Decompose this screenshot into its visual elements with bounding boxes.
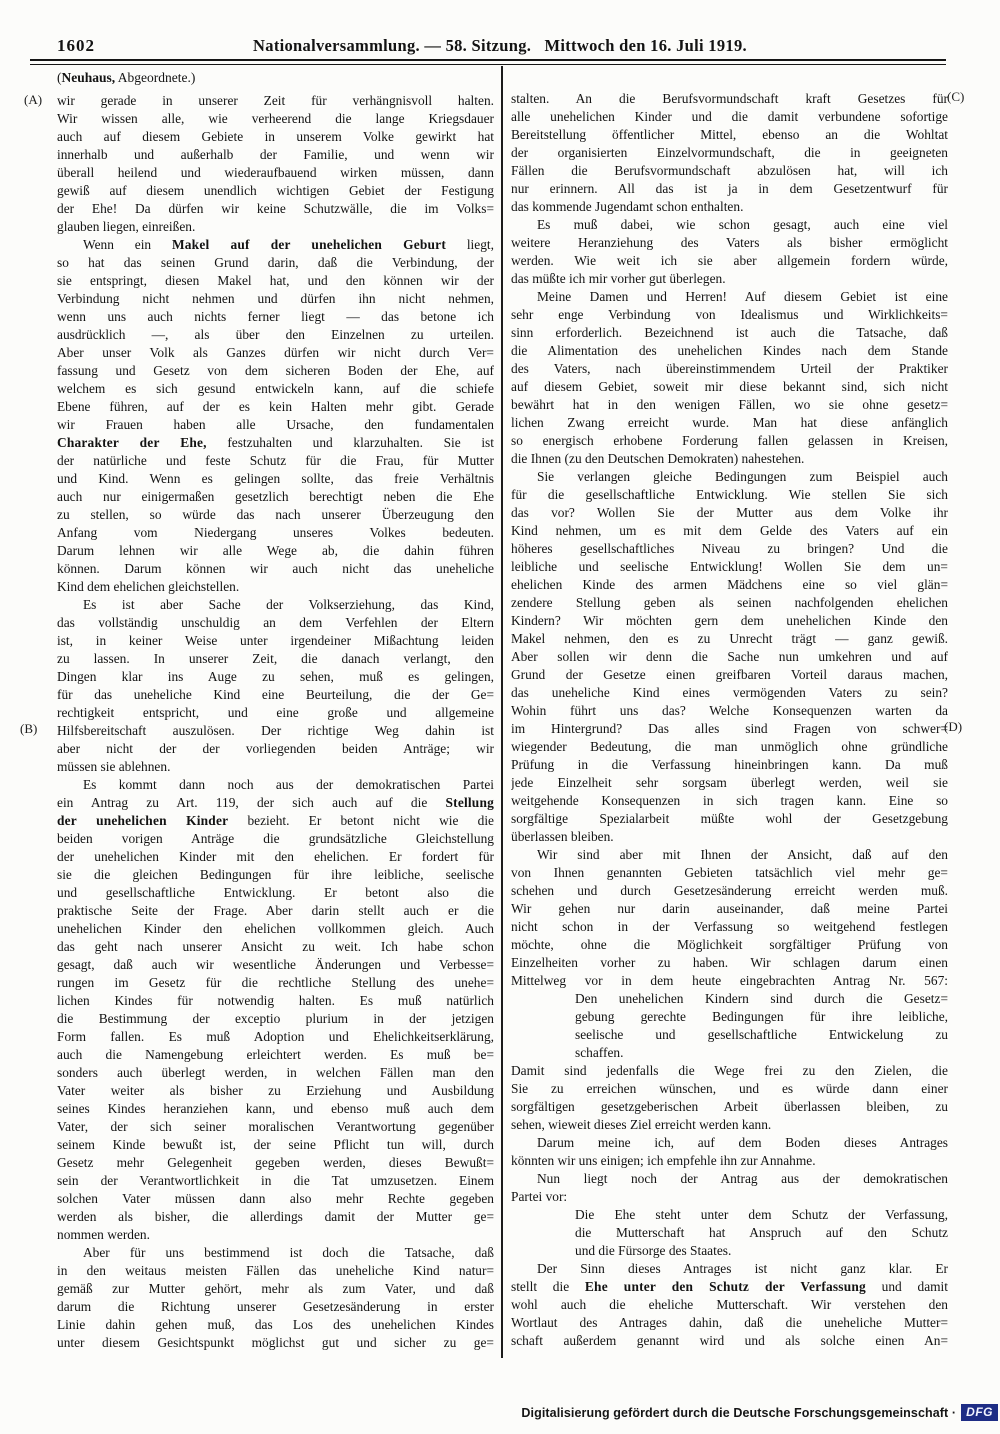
margin-marker-d: (D) (944, 719, 963, 734)
text-line: stalten. An die Berufsvormundschaft kraft Gesetzes für (511, 91, 948, 106)
text-line: Vater, der sich seiner moralischen Verantwortung gegenüber (57, 1119, 494, 1134)
text-line: der unehelichen Kinder bezieht. Er betont nicht wie die (57, 813, 494, 828)
text-line: Es ist aber Sache der Volkserziehung, das Kind, (83, 597, 494, 612)
text-line: Fällen die Berufsvormundschaft abzulösen hat, will ich (511, 163, 948, 178)
margin-marker-a: (A) (24, 92, 43, 107)
text-line: gebung gerechte Bedingungen für ihre leibliche, (575, 1009, 948, 1024)
text-line: weitgehende Konsequenzen in sich tragen kann. Eine so (511, 793, 948, 808)
text-line: Darum lehnen wir alle Wege ab, die dahin führen (57, 543, 494, 558)
text-line: Kind dem ehelichen gleichstellen. (57, 579, 240, 594)
text-line: weitere Heranziehung des Vaters als bisher ermöglicht (511, 235, 948, 250)
text-line: Hilfsbereitschaft auszulösen. Der richtige Weg dahin ist (57, 723, 494, 738)
text-line: zendere Stellung geben als seinen nachfolgenden ehelichen (511, 595, 948, 610)
text-line: darum die Richtung unserer Gesetzesänderung in erster (57, 1299, 494, 1314)
text-line: wohl auch die eheliche Mutterschaft. Wir verstehen den (511, 1297, 948, 1312)
text-line: und die Fürsorge des Staates. (575, 1243, 732, 1258)
text-line: wir Frauen haben alle Ursache, den fundamentalen (57, 417, 494, 432)
text-line: alle unehelichen Kinder und die damit verbundene sofortige (511, 109, 948, 124)
text-line: das müßte ich mir vorher gut überlegen. (511, 271, 726, 286)
text-line: innerhalb und außerhalb der Familie, und wenn wir (57, 147, 494, 162)
text-line: Makel nehmen, den es zu Unrecht trägt — ganz gewiß. (511, 631, 948, 646)
text-line: Die Ehe steht unter dem Schutz der Verfassung, (575, 1207, 948, 1222)
text-line: sie entspringt, diesen Makel hat, und den können wir der (57, 273, 494, 288)
text-line: für die gesellschaftliche Entwicklung. Wie stellen Sie sich (511, 487, 948, 502)
text-line: Anfang vom Niedergang unseres Volkes bedeuten. (57, 525, 494, 540)
text-line: auch die Namengebung erleichtert werden. Es muß be= (57, 1047, 494, 1062)
page-number: 1602 (57, 36, 95, 55)
text-line: im Hintergrund? Das alles sind Fragen von schwer= (511, 721, 948, 736)
text-line: ist, in keiner Weise unter irgendeiner Mißachtung leiden (57, 633, 494, 648)
text-line: Charakter der Ehe, festzuhalten und klarzuhalten. Sie ist (57, 435, 494, 450)
text-line: der natürliche und feste Schutz für die Frau, für Mutter (57, 453, 494, 468)
text-line: schehen und durch Gesetzesänderung erreicht werden muß. (511, 883, 948, 898)
text-line: das vollständig unschuldig an dem Verfehlen der Eltern (57, 615, 494, 630)
margin-marker-c: (C) (947, 89, 965, 104)
text-line: zu lassen. In unserer Zeit, die danach verlangt, den (57, 651, 494, 666)
text-line: ein Antrag zu Art. 119, der sich auch auf die Stellung (57, 795, 494, 810)
text-line: auch nur einigermaßen gesetzlich berechtigt neben die Ehe (57, 489, 494, 504)
text-line: beiden vorigen Anträge die grundsätzliche Gleichstellung (57, 831, 494, 846)
text-line: sie die gleichen Bedingungen für ihre leibliche, seelische (57, 867, 494, 882)
text-line: Vater weiter als bisher zu Erziehung und Ausbildung (57, 1083, 494, 1098)
text-line: gemäß zur Mutter gehört, mehr als zum Vater, und daß (57, 1281, 494, 1296)
text-line: nur erinnern. All das ist ja in dem Gesetzentwurf für (511, 181, 948, 196)
text-line: höheres gesellschaftliches Niveau zu bringen? Und die (511, 541, 948, 556)
text-line: rungen im Gesetz für die rechtliche Stellung des unehe= (57, 975, 494, 990)
text-line: das kommende Jugendamt schon enthalten. (511, 199, 744, 214)
text-line: das uneheliche Kind eines vermögenden Vaters zu sein? (511, 685, 948, 700)
text-line: müssen sie ablehnen. (57, 759, 171, 774)
text-line: unter diesem Gesichtspunkt möglichst gut und sicher zu ge= (57, 1335, 494, 1350)
text-line: Wortlaut des Antrages dahin, daß die uneheliche Mutter= (511, 1315, 948, 1330)
text-line: sehr enge Verbindung von Idealismus und Wirklichkeits= (511, 307, 948, 322)
text-line: praktische Seite der Frage. Aber darin stellt auch er die (57, 903, 494, 918)
text-line: das vor? Wollen Sie der Mutter aus dem Volke ihr (511, 505, 948, 520)
text-line: auf diesem Gebiet, soweit mir diese bekannt sind, sich nicht (511, 379, 948, 394)
text-line: gesagt, daß auch wir wesentliche Änderungen und Verbesse= (57, 957, 494, 972)
text-line: seinem Kinde bewußt ist, der seine Pflicht tun will, durch (57, 1137, 494, 1152)
text-line: sein der Verantwortlichkeit in die Tat umzusetzen. Einem (57, 1173, 494, 1188)
text-line: können. Darum können wir auch nicht das uneheliche (57, 561, 494, 576)
text-line: wiegender Bedeutung, die man unmöglich ohne gründliche (511, 739, 948, 754)
digitization-credit-text: Digitalisierung gefördert durch die Deutsche Forschungsgemeinschaft · (521, 1405, 957, 1420)
text-line: Bereitstellung öffentlicher Mittel, ebenso an die Wohltat (511, 127, 948, 142)
text-line: Gesetz mehr Gelegenheit gegeben werden, dieses Bewußt= (57, 1155, 494, 1170)
page-header-title: Nationalversammlung. — 58. Sitzung. Mittwoch den 16. Juli 1919. (253, 36, 747, 55)
text-line: und gesellschaftliche Entwicklung. Er betont also die (57, 885, 494, 900)
text-line: Kind nehmen, um es mit dem Gelde des Vaters auf ein (511, 523, 948, 538)
text-line: stellt die Ehe unter den Schutz der Verfassung und damit (511, 1279, 948, 1294)
text-line: werden als bisher, die allerdings damit der Mutter ge= (57, 1209, 494, 1224)
text-line: Den unehelichen Kindern sind durch die Gesetz= (575, 991, 948, 1006)
text-line: nommen werden. (57, 1227, 150, 1242)
text-line: unehelichen Kinder den ehelichen vollkommen gleich. Auch (57, 921, 494, 936)
text-line: aber nicht der der vorliegenden beiden Anträge; wir (57, 741, 494, 756)
text-line: Sie zu erreichen wünschen, und es würde dann einer (511, 1081, 948, 1096)
column-left (57, 92, 494, 1352)
text-line: Wenn ein Makel auf der unehelichen Geburt liegt, (83, 237, 494, 252)
text-line: Der Sinn dieses Antrages ist nicht ganz klar. Er (537, 1261, 948, 1276)
text-line: Aber unser Volk als Ganzes dürfen wir nicht durch Ver= (57, 345, 494, 360)
text-line: zu stellen, so würde das nach unserer Überzeugung den (57, 507, 494, 522)
text-line: glauben liegen, einreißen. (57, 219, 196, 234)
text-line: sehen, wieweit dieses Ziel erreicht werden kann. (511, 1117, 772, 1132)
text-line: welchem es sich gesund entwickeln kann, auf die schiefe (57, 381, 494, 396)
text-line: sorgfältigen gesetzgeberischen Arbeit überlassen bleiben, zu (511, 1099, 948, 1114)
text-line: bewährt hat in den wenigen Fällen, wo sie ohne gesetz= (511, 397, 948, 412)
text-line: auch auf diesem Gebiete in unserem Volke gewirkt hat (57, 129, 494, 144)
text-line: fassung und Gesetz von dem sicheren Boden der Ehe, auf (57, 363, 494, 378)
text-line: das geht nach unserer Ansicht zu weit. Ich habe schon (57, 939, 494, 954)
text-line: Aber für uns bestimmend ist doch die Tatsache, daß (83, 1245, 494, 1260)
text-line: Einzelheiten vorher zu haben. Wir schlagen darum einen (511, 955, 948, 970)
text-line: Wir wissen alle, wie verheerend die lange Kriegsdauer (57, 111, 494, 126)
margin-marker-b: (B) (20, 721, 38, 736)
text-line: nicht schon in der Verfassung so weitgehend festlegen (511, 919, 948, 934)
text-line: jede Einzelheit sehr sorgsam überlegt werden, weil sie (511, 775, 948, 790)
text-line: sonders auch überlegt werden, in welchen Fällen man den (57, 1065, 494, 1080)
text-line: für das uneheliche Kind eine Beurteilung, die der Ge= (57, 687, 494, 702)
text-line: gewiß auf diesem unendlich wichtigen Gebiet der Festigung (57, 183, 494, 198)
text-line: sinn erforderlich. Bezeichnend ist auch die Tatsache, daß (511, 325, 948, 340)
text-line: des Vaters, nach übereinstimmendem Urteil der Praktiker (511, 361, 948, 376)
column-divider-rule (501, 66, 503, 1358)
text-line: leibliche und seelische Entwicklung! Wollen Sie dem un= (511, 559, 948, 574)
text-line: von Ihnen genannten Gebieten tatsächlich viel mehr ge= (511, 865, 948, 880)
text-line: Aber sollen wir denn die Sache nun umkehren und auf (511, 649, 948, 664)
text-line: Ebene führen, auf der es kein Halten mehr gibt. Gerade (57, 399, 494, 414)
text-line: die Bestimmung der exceptio plurium in der jetzigen (57, 1011, 494, 1026)
text-line: schaffen. (575, 1045, 624, 1060)
text-line: Damit sind jedenfalls die Wege frei zu den Zielen, die (511, 1063, 948, 1078)
text-line: Mittelweg vor in dem heute eingebrachten Antrag Nr. 567: (511, 973, 948, 988)
text-line: Form fallen. Es muß Adoption und Ehelichkeitserklärung, (57, 1029, 494, 1044)
dfg-logo: DFG (961, 1404, 998, 1421)
text-line: solchen Vater müssen dann also mehr Rechte gegeben (57, 1191, 494, 1206)
text-line: der organisierten Einzelvormundschaft, die in geeigneten (511, 145, 948, 160)
text-line: überlassen bleiben. (511, 829, 614, 844)
digitization-footer (521, 1404, 998, 1421)
text-line: überall heilend und wiederaufbauend wirken müssen, dann (57, 165, 494, 180)
text-line: Meine Damen und Herren! Auf diesem Gebiet ist eine (537, 289, 948, 304)
text-line: so energisch erhobene Forderung fallen gelassen in Kreisen, (511, 433, 948, 448)
text-line: ehelichen Kinde des armen Mädchens eine so viel glän= (511, 577, 948, 592)
text-line: schaft außerdem genannt wird und als solche einen An= (511, 1333, 948, 1348)
text-line: Wir gehen nur darin auseinander, daß meine Partei (511, 901, 948, 916)
text-line: Kindern? Wir möchten gern dem unehelichen Kinde den (511, 613, 948, 628)
text-line: Verbindung nicht nehmen und dürfen ihn nicht nehmen, (57, 291, 494, 306)
text-line: seelische und gesellschaftliche Entwickelung zu (575, 1027, 948, 1042)
text-line: rechtigkeit entspricht, und eine große und allgemeine (57, 705, 494, 720)
text-line: Dingen klar ins Auge zu sehen, muß es gelingen, (57, 669, 494, 684)
text-line: Grund der Gesetze einen greifbaren Vorteil daraus machen, (511, 667, 948, 682)
text-line: in den weitaus meisten Fällen das uneheliche Kind natur= (57, 1263, 494, 1278)
text-line: und Kind. Wenn es gelingen sollte, das freie Verhältnis (57, 471, 494, 486)
text-line: so hat das seinen Grund darin, daß die Verbindung, der (57, 255, 494, 270)
text-line: Sie verlangen gleiche Bedingungen zum Beispiel auch (537, 469, 948, 484)
text-line: lichen Zwang erreicht wurde. Man hat diese anfänglich (511, 415, 948, 430)
text-line: ausdrücklich —, als über den Einzelnen zu urteilen. (57, 327, 494, 342)
text-line: könnten wir uns einigen; ich empfehle ihn zur Annahme. (511, 1153, 816, 1168)
text-line: der Ehe! Da dürfen wir keine Schutzwälle, die im Volks= (57, 201, 494, 216)
text-line: sorgfältige Spezialarbeit müßte wohl der Gesetzgebung (511, 811, 948, 826)
text-line: Prüfung in die Verfassung hineinbringen kann. Da muß (511, 757, 948, 772)
speaker-note: (Neuhaus, Abgeordnete.) (57, 70, 196, 85)
text-line: die Alimentation des unehelichen Kindes nach dem Stande (511, 343, 948, 358)
text-line: Linie dahin gehen muß, das Los des unehelichen Kindes (57, 1317, 494, 1332)
text-line: wir gerade in unserer Zeit für verhängnisvoll halten. (57, 93, 494, 108)
text-line: Es muß dabei, wie schon gesagt, auch eine viel (537, 217, 948, 232)
text-line: die Mutterschaft hat Anspruch auf den Schutz (575, 1225, 948, 1240)
text-line: seines Kindes heranziehen kann, und ebenso muß auch dem (57, 1101, 494, 1116)
text-line: werden. Wie weit ich sie aber allgemein fordern würde, (511, 253, 948, 268)
text-line: der unehelichen Kinder mit den ehelichen. Er fordert für (57, 849, 494, 864)
header-double-rule (30, 59, 946, 65)
text-line: die Ihnen (zu den Deutschen Demokraten) nahestehen. (511, 451, 805, 466)
column-right (511, 90, 948, 1350)
text-line: Darum meine ich, auf dem Boden dieses Antrages (537, 1135, 948, 1150)
text-line: Nun liegt noch der Antrag aus der demokratischen (537, 1171, 948, 1186)
text-line: Partei vor: (511, 1189, 568, 1204)
text-line: lichen Kindes für notwendig halten. Es muß natürlich (57, 993, 494, 1008)
text-line: möchte, ohne die Möglichkeit sorgfältiger Prüfung von (511, 937, 948, 952)
text-line: Es kommt dann noch aus der demokratischen Partei (83, 777, 494, 792)
text-line: wenn uns auch nichts ferner liegt — das betone ich (57, 309, 494, 324)
text-line: Wir sind aber mit Ihnen der Ansicht, daß auf den (537, 847, 948, 862)
text-line: Wohin führt uns das? Welche Konsequenzen warten da (511, 703, 948, 718)
